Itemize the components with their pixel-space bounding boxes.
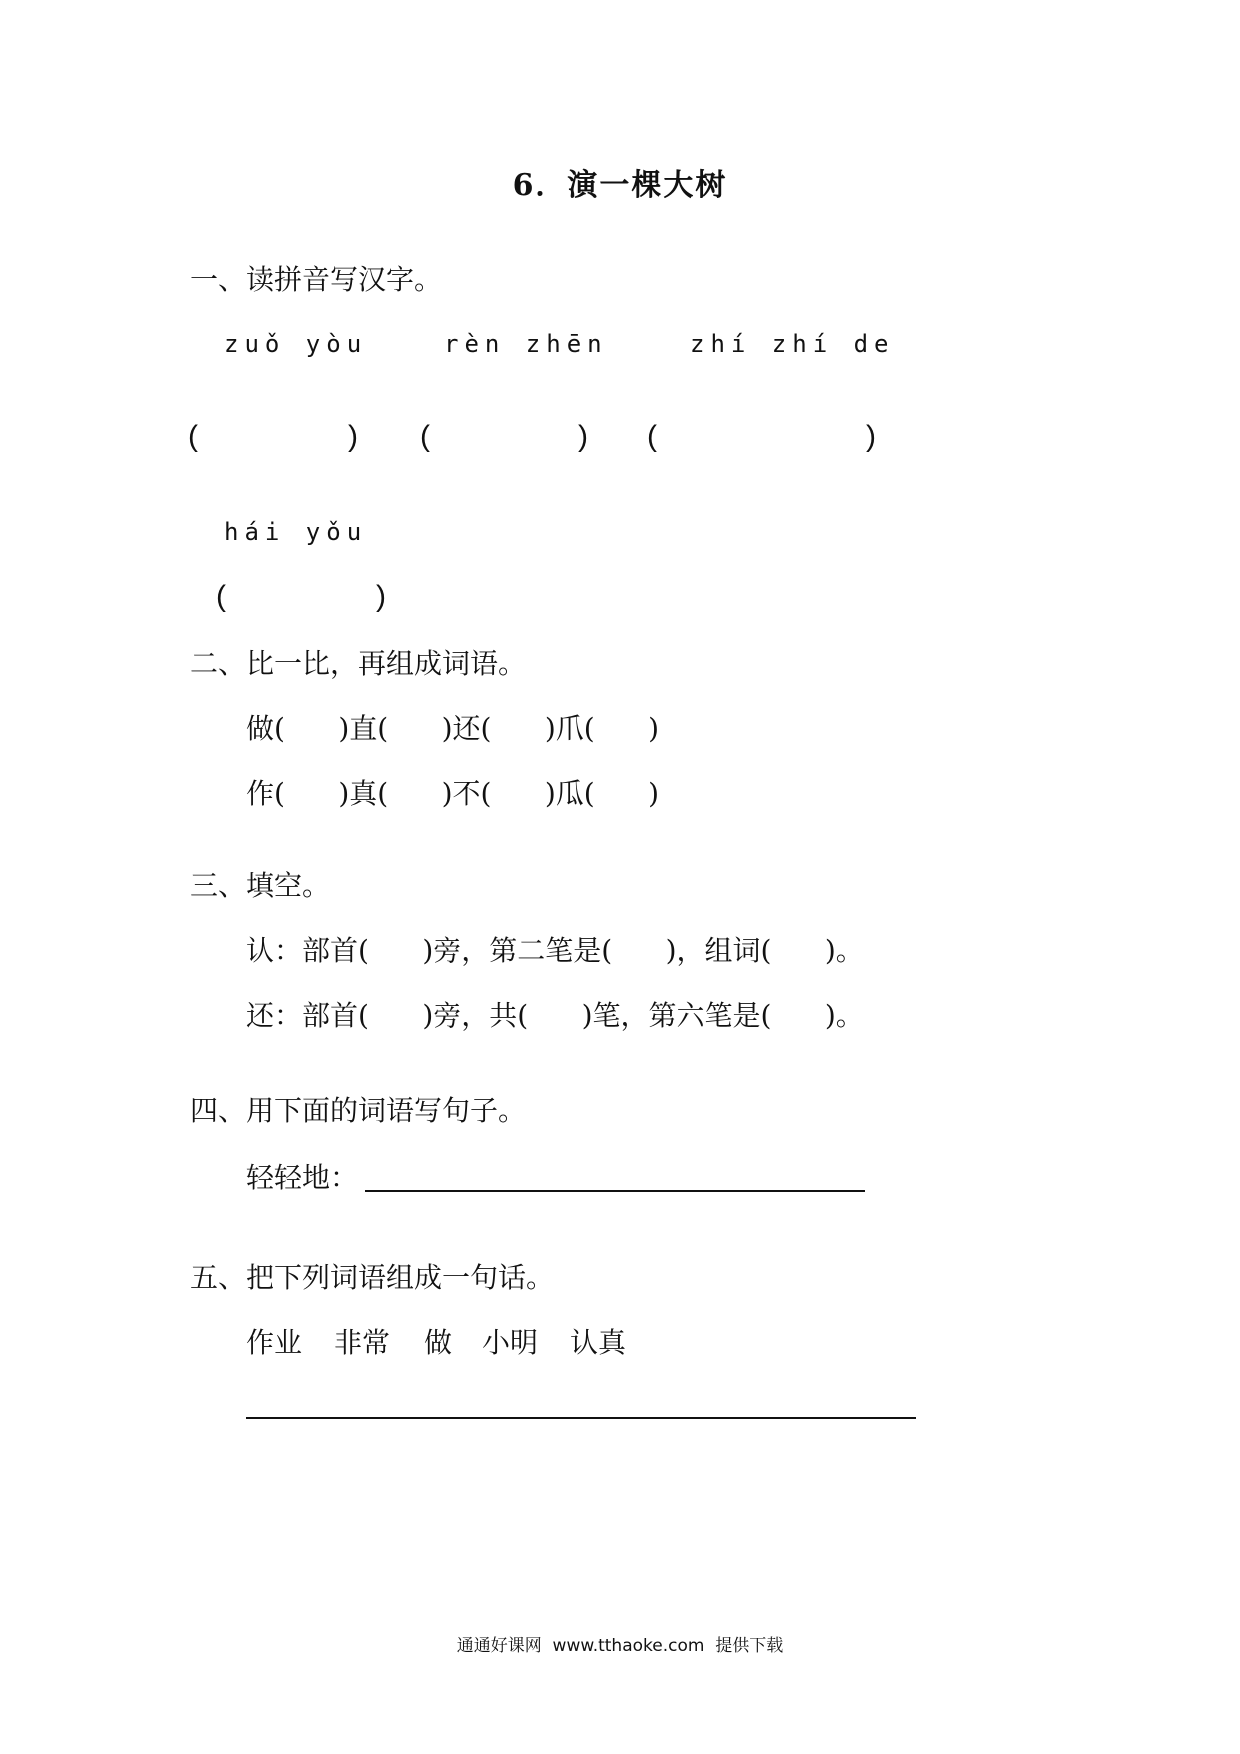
answer-box-4-close: ) xyxy=(376,580,386,613)
compare-line-2: 作( )真( )不( )瓜( ) xyxy=(246,777,660,810)
answer-box-1-open: ( xyxy=(188,420,198,453)
answer-line-2 xyxy=(246,1417,916,1419)
answer-box-4-open: ( xyxy=(216,580,226,613)
section-2-heading: 二、比一比，再组成词语。 xyxy=(190,647,527,680)
answer-box-1-close: ) xyxy=(348,420,358,453)
answer-box-2-close: ) xyxy=(578,420,588,453)
footer-text: 通通好课网 www.tthaoke.com 提供下载 xyxy=(456,1636,784,1656)
word-1: 作业 xyxy=(246,1326,303,1359)
section-5-heading: 五、把下列词语组成一句话。 xyxy=(190,1261,555,1294)
section-3-heading: 三、填空。 xyxy=(190,869,331,902)
pinyin-ren-zhen: rèn zhēn xyxy=(444,330,608,358)
answer-box-3-close: ) xyxy=(866,420,876,453)
page-title: 6．演一棵大树 xyxy=(512,168,728,203)
fill-line-1: 认：部首( )旁，第二笔是( )，组词( )。 xyxy=(246,934,864,967)
answer-box-2-open: ( xyxy=(420,420,430,453)
word-2: 非常 xyxy=(334,1326,391,1359)
compare-line-1: 做( )直( )还( )爪( ) xyxy=(246,712,660,745)
answer-line-1 xyxy=(365,1190,865,1192)
section-4-heading: 四、用下面的词语写句子。 xyxy=(190,1094,527,1127)
pinyin-zuo-you: zuǒ yòu xyxy=(224,330,368,358)
fill-line-2: 还：部首( )旁，共( )笔，第六笔是( )。 xyxy=(246,999,864,1032)
section-1-heading: 一、读拼音写汉字。 xyxy=(190,263,443,296)
word-3: 做 xyxy=(424,1326,453,1359)
word-4: 小明 xyxy=(482,1326,539,1359)
pinyin-hai-you: hái yǒu xyxy=(224,518,368,546)
word-5: 认真 xyxy=(570,1326,627,1359)
sentence-prompt: 轻轻地： xyxy=(246,1161,359,1194)
pinyin-zhi-zhi-de: zhí zhí de xyxy=(690,330,895,358)
answer-box-3-open: ( xyxy=(647,420,657,453)
